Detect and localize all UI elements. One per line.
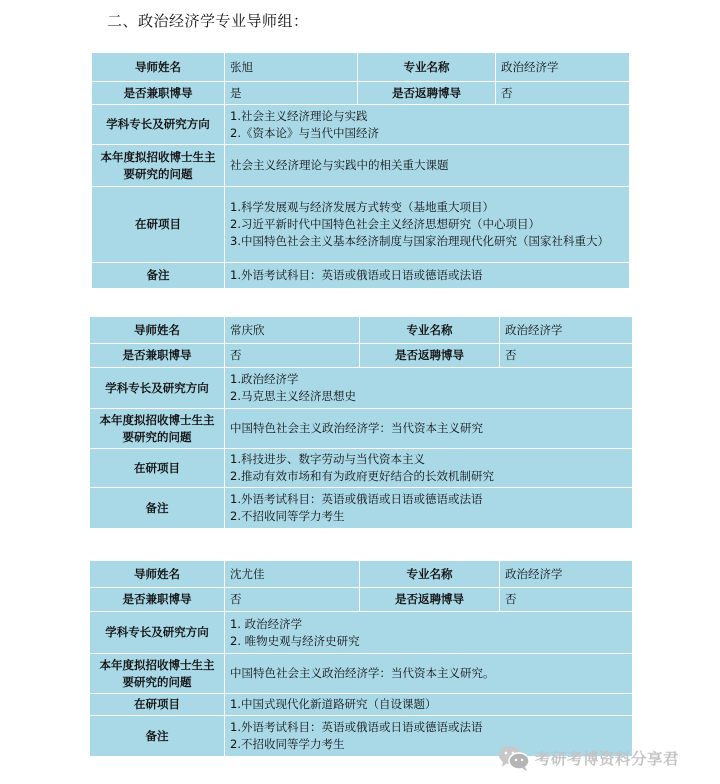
notes-value [225,263,630,289]
projects-label: 在研项目 [90,449,225,488]
parttime-label: 是否兼职博导 [92,82,225,105]
specialty-line: 1. 政治经济学 [230,616,303,631]
topic-value: 社会主义经济理论与实践中的相关重大课题 [225,145,630,187]
specialty-value [225,612,633,654]
major-label: 专业名称 [360,317,500,344]
topic-value: 中国特色社会主义政治经济学：当代资本主义研究。 [225,654,633,694]
specialty-label: 学科专长及研究方向 [90,368,225,409]
parttime-label: 是否兼职博导 [90,344,225,368]
specialty-label: 学科专长及研究方向 [92,105,225,145]
page-heading: 二、政治经济学专业导师组： [107,12,309,30]
notes-label: 备注 [92,263,225,289]
note-line: 1.外语考试科目：英语或俄语或日语或德语或法语 [230,720,483,734]
note-line: 1.外语考试科目：英语或俄语或日语或德语或法语 [230,268,483,282]
specialty-line: 2. 唯物史观与经济史研究 [230,633,360,648]
tutor-table-changqingxin [89,316,633,529]
major-label: 专业名称 [358,53,496,82]
tutor-name: 常庆欣 [225,317,360,344]
rehired-value: 否 [500,588,633,612]
specialty-label: 学科专长及研究方向 [90,612,225,654]
specialty-value [225,368,633,409]
specialty-line: 2.《资本论》与当代中国经济 [230,125,379,140]
major-value: 政治经济学 [500,317,633,344]
name-label: 导师姓名 [92,53,225,82]
notes-label: 备注 [90,716,225,757]
tutor-name: 张旭 [225,53,358,82]
specialty-line: 1.政治经济学 [230,372,299,386]
tutor-table-shenyoujia [89,560,633,757]
project-line: 2.习近平新时代中国特色社会主义经济思想研究（中心项目） [230,217,540,231]
projects-value [225,449,633,488]
note-line: 2.不招收同等学力考生 [230,737,345,751]
rehired-value: 否 [500,344,633,368]
rehired-label: 是否返聘博导 [358,82,496,105]
note-line: 2.不招收同等学力考生 [230,509,345,523]
project-line: 1.科技进步、数字劳动与当代资本主义 [230,452,425,466]
project-line: 3.中国特色社会主义基本经济制度与国家治理现代化研究（国家社科重大） [230,234,609,248]
topic-label: 本年度拟招收博士生主要研究的问题 [90,409,225,449]
major-label: 专业名称 [360,561,500,588]
parttime-value: 否 [225,344,360,368]
major-value: 政治经济学 [496,53,630,82]
specialty-line: 2.马克思主义经济思想史 [230,389,356,403]
projects-value [225,187,630,263]
parttime-value: 是 [225,82,358,105]
note-line: 1.外语考试科目：英语或俄语或日语或德语或法语 [230,492,483,506]
project-line: 1.科学发展观与经济发展方式转变（基地重大项目） [230,200,494,214]
watermark-text: 考研考博资料分享君 [535,750,680,768]
specialty-line: 1.社会主义经济理论与实践 [230,108,368,123]
notes-value [225,488,633,529]
rehired-label: 是否返聘博导 [360,344,500,368]
tutor-table-zhangxu [91,52,630,289]
parttime-label: 是否兼职博导 [90,588,225,612]
topic-label: 本年度拟招收博士生主要研究的问题 [90,654,225,694]
projects-label: 在研项目 [92,187,225,263]
rehired-value: 否 [496,82,630,105]
name-label: 导师姓名 [90,561,225,588]
major-value: 政治经济学 [500,561,633,588]
parttime-value: 否 [225,588,360,612]
notes-label: 备注 [90,488,225,529]
specialty-value [225,105,630,145]
rehired-label: 是否返聘博导 [360,588,500,612]
projects-label: 在研项目 [90,694,225,716]
project-line: 1.中国式现代化新道路研究（自设课题） [230,697,437,711]
topic-value: 中国特色社会主义政治经济学：当代资本主义研究 [225,409,633,449]
watermark [497,744,679,772]
topic-label: 本年度拟招收博士生主要研究的问题 [92,145,225,187]
tutor-name: 沈尤佳 [225,561,360,588]
wechat-icon [497,744,531,772]
project-line: 2.推动有效市场和有为政府更好结合的长效机制研究 [230,469,494,483]
name-label: 导师姓名 [90,317,225,344]
projects-value [225,694,633,716]
